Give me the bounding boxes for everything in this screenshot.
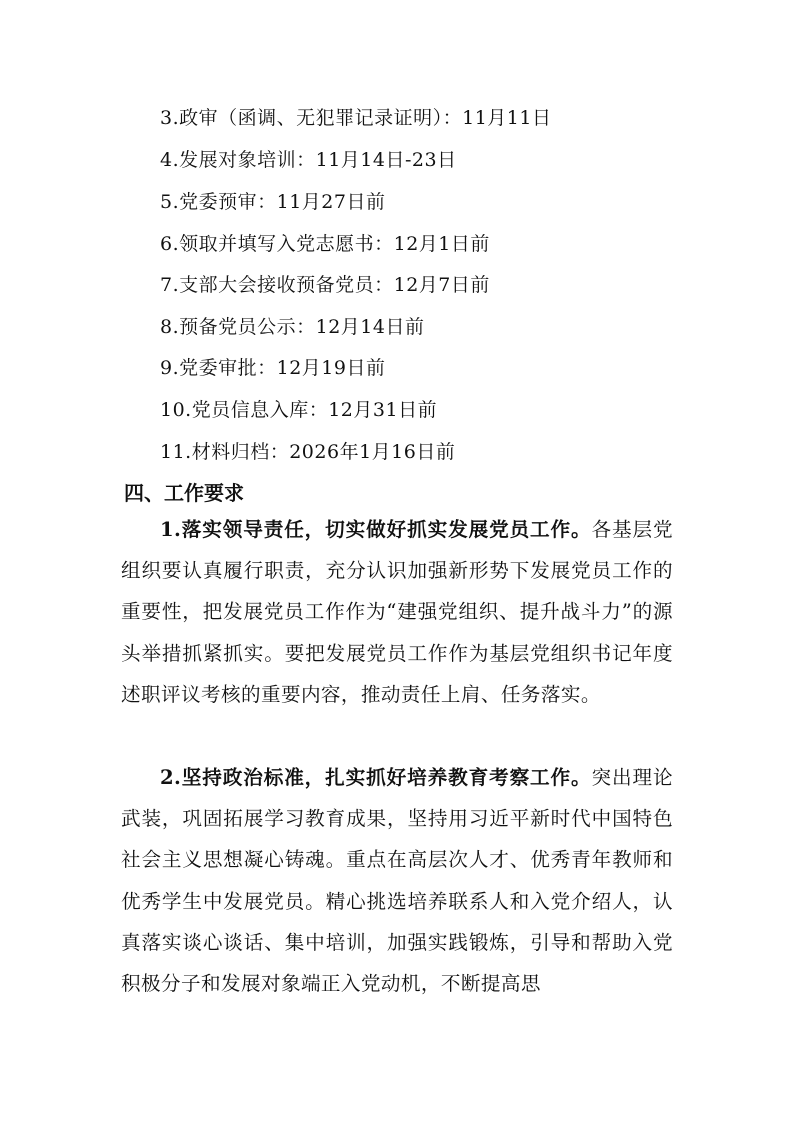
requirement-paragraph-1 (121, 509, 673, 715)
schedule-item-publicity: 8.预备党员公示：12月14日前 (160, 316, 425, 338)
schedule-item-application-form: 6.领取并填写入党志愿书：12月1日前 (160, 233, 490, 255)
schedule-item-approval: 9.党委审批：12月19日前 (160, 357, 386, 379)
schedule-item-political-review: 3.政审（函调、无犯罪记录证明）：11月11日 (160, 107, 552, 129)
schedule-item-pre-review: 5.党委预审：11月27日前 (160, 191, 386, 213)
schedule-item-database-entry: 10.党员信息入库：12月31日前 (160, 399, 438, 421)
requirement-lead-2: 2.坚持政治标准，扎实抓好培养教育考察工作。 (160, 766, 592, 789)
schedule-item-archiving: 11.材料归档：2026年1月16日前 (160, 441, 456, 463)
requirement-body-2: 突出理论武装，巩固拓展学习教育成果，坚持用习近平新时代中国特色社会主义思想凝心铸魂。重点在高层次人才、优秀青年教师和优秀学生中发展党员。精心挑选培养联系人和入党介绍人，认真落实谈心谈话、集中培训，加强实践锻炼，引导和帮助入党积极分子和发展对象端正入党动机，不断提高思 (121, 766, 673, 996)
requirement-paragraph-2 (121, 757, 673, 1004)
requirement-lead-1: 1.落实领导责任，切实做好抓实发展党员工作。 (160, 518, 592, 541)
schedule-item-branch-meeting: 7.支部大会接收预备党员：12月7日前 (160, 274, 490, 296)
requirement-body-1: 各基层党组织要认真履行职责，充分认识加强新形势下发展党员工作的重要性，把发展党员工作作为“建强党组织、提升战斗力”的源头举措抓紧抓实。要把发展党员工作作为基层党组织书记年度述职评议考核的重要内容，推动责任上肩、任务落实。 (121, 518, 673, 706)
section-heading: 四、工作要求 (124, 481, 244, 505)
schedule-item-training: 4.发展对象培训：11月14日-23日 (160, 149, 457, 171)
